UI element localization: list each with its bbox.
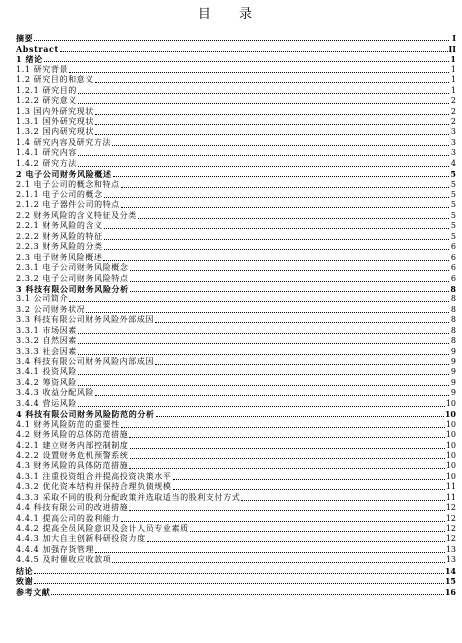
- dot-leader: [129, 468, 445, 469]
- toc-entry-page: 5: [450, 231, 456, 241]
- toc-entry-label: 4.3.2 优化资本结构并保持合理负债规模: [16, 482, 172, 492]
- toc-entry-page: 5: [450, 200, 456, 210]
- toc-entry-label: 3.4.4 营运风险: [16, 398, 77, 408]
- toc-entry-label: 3.4.2 筹资风险: [16, 377, 77, 387]
- toc-entry-label: 结论: [16, 565, 34, 576]
- toc-entry[interactable]: [16, 409, 456, 419]
- dot-leader: [34, 40, 449, 41]
- dot-leader: [60, 51, 448, 52]
- dot-leader: [113, 176, 449, 177]
- dot-leader: [138, 218, 449, 219]
- toc-entry-label: 4.4.1 提高公司的盈利能力: [16, 513, 120, 523]
- toc-entry-page: 14: [444, 565, 456, 576]
- toc-entry[interactable]: [16, 544, 456, 554]
- toc-entry-label: 3 科技有限公司财务风险分析: [16, 283, 129, 294]
- toc-list: [16, 33, 456, 597]
- toc-entry[interactable]: [16, 148, 456, 158]
- toc-entry[interactable]: [16, 33, 456, 43]
- dot-leader: [95, 134, 449, 135]
- dot-leader: [95, 82, 449, 83]
- toc-entry-label: 2.3 电子财务风险概述: [16, 252, 103, 262]
- dot-leader: [78, 103, 449, 104]
- toc-entry-page: 9: [450, 367, 456, 377]
- dot-leader: [78, 155, 449, 156]
- dot-leader: [121, 427, 445, 428]
- toc-entry-label: 2.1 电子公司的概念和特点: [16, 179, 120, 189]
- toc-entry[interactable]: [16, 231, 456, 241]
- toc-entry-page: 6: [450, 252, 456, 262]
- dot-leader: [173, 489, 445, 490]
- toc-entry-page: 5: [450, 179, 456, 189]
- dot-leader: [78, 343, 449, 344]
- toc-entry-label: 4.3.1 注重投资组合并提高投资决策水平: [16, 471, 172, 481]
- dot-leader: [78, 406, 445, 407]
- dot-leader: [130, 458, 445, 459]
- dot-leader: [34, 573, 444, 574]
- toc-entry-label: 4.2.1 建立财务内部控制制度: [16, 440, 129, 450]
- toc-entry-page: 10: [445, 471, 456, 481]
- toc-entry[interactable]: [16, 586, 456, 596]
- toc-entry[interactable]: [16, 430, 456, 440]
- toc-entry-label: 1.4 研究内容及研究方法: [16, 137, 112, 147]
- dot-leader: [104, 249, 449, 250]
- dot-leader: [34, 583, 444, 584]
- toc-entry-page: 1: [450, 85, 456, 95]
- toc-entry-label: 致谢: [16, 576, 34, 587]
- toc-entry-page: 10: [445, 450, 456, 460]
- toc-entry-page: 5: [450, 221, 456, 231]
- toc-entry-page: 13: [445, 555, 456, 565]
- dot-leader: [190, 531, 445, 532]
- toc-entry-page: 16: [444, 586, 456, 597]
- toc-entry[interactable]: [16, 179, 456, 189]
- toc-entry[interactable]: [16, 158, 456, 168]
- toc-entry-label: 1.1 研究背景: [16, 64, 69, 74]
- toc-entry-label: 3.3 科技有限公司财务风险外部成因: [16, 315, 155, 325]
- toc-entry-label: 1.3.2 国内研究现状: [16, 127, 95, 137]
- toc-entry-label: 4.4.5 及时催收应收款项: [16, 555, 112, 565]
- dot-leader: [129, 510, 445, 511]
- toc-entry[interactable]: [16, 440, 456, 450]
- toc-entry[interactable]: [16, 367, 456, 377]
- toc-entry-page: 3: [450, 137, 456, 147]
- dot-leader: [78, 93, 449, 94]
- toc-entry-page: 6: [450, 242, 456, 252]
- toc-entry[interactable]: [16, 377, 456, 387]
- toc-entry-label: 3.4.3 收益分配风险: [16, 388, 95, 398]
- toc-entry-page: 1: [450, 75, 456, 85]
- dot-leader: [112, 562, 445, 563]
- toc-entry-page: 6: [450, 273, 456, 283]
- dot-leader: [121, 521, 445, 522]
- dot-leader: [104, 197, 449, 198]
- toc-entry[interactable]: [16, 451, 456, 461]
- toc-entry-page: 11: [445, 482, 456, 492]
- toc-entry[interactable]: [16, 492, 456, 502]
- dot-leader: [129, 437, 445, 438]
- toc-entry[interactable]: [16, 294, 456, 304]
- dot-leader: [78, 333, 449, 334]
- toc-entry-page: 5: [450, 190, 456, 199]
- toc-entry[interactable]: [16, 273, 456, 283]
- toc-entry[interactable]: [16, 419, 456, 429]
- toc-entry[interactable]: [16, 137, 456, 147]
- toc-entry-label: 3.3.2 自然因素: [16, 336, 77, 346]
- toc-entry[interactable]: [16, 75, 456, 85]
- toc-entry[interactable]: [16, 482, 456, 492]
- toc-entry[interactable]: [16, 346, 456, 356]
- dot-leader: [95, 124, 449, 125]
- toc-entry[interactable]: [16, 513, 456, 523]
- toc-entry-page: 10: [445, 419, 456, 429]
- dot-leader: [130, 281, 450, 282]
- toc-entry-label: 4.1 财务风险防范的重要性: [16, 419, 120, 429]
- toc-entry-label: 1 绪论: [16, 54, 43, 65]
- toc-entry[interactable]: [16, 284, 456, 294]
- toc-entry-page: 8: [450, 336, 456, 346]
- toc-entry-label: 1.2.1 研究目的: [16, 85, 77, 95]
- toc-entry-page: 2: [450, 106, 456, 116]
- toc-entry-page: 8: [450, 283, 456, 294]
- toc-entry-page: 9: [450, 346, 456, 356]
- toc-entry-label: 3.3.3 社会因素: [16, 346, 77, 356]
- toc-entry-page: 5: [450, 210, 456, 220]
- toc-entry-page: 10: [445, 461, 456, 471]
- toc-entry-label: 4.2.2 设置财务危机预警系统: [16, 450, 129, 460]
- toc-entry[interactable]: [16, 64, 456, 74]
- toc-entry-page: 11: [445, 492, 456, 502]
- toc-entry-label: 3.4.1 投资风险: [16, 367, 77, 377]
- toc-entry-label: 3.4 科技有限公司财务风险内部成因: [16, 357, 155, 366]
- toc-entry-label: 1.3.1 国外研究现状: [16, 116, 95, 126]
- dot-leader: [104, 239, 449, 240]
- toc-entry[interactable]: [16, 534, 456, 544]
- dot-leader: [86, 312, 449, 313]
- toc-entry[interactable]: [16, 357, 456, 367]
- dot-leader: [155, 364, 449, 365]
- toc-entry[interactable]: [16, 43, 456, 53]
- toc-entry-label: 4.3 财务风险的具体防范措施: [16, 461, 129, 471]
- dot-leader: [69, 301, 449, 302]
- toc-entry-label: 4 科技有限公司财务风险防范的分析: [16, 409, 155, 420]
- dot-leader: [78, 354, 449, 355]
- toc-entry-page: 3: [450, 148, 456, 158]
- toc-entry-page: 10: [445, 430, 456, 440]
- dot-leader: [78, 166, 449, 167]
- toc-entry-page: 9: [450, 377, 456, 387]
- dot-leader: [104, 228, 449, 229]
- toc-entry[interactable]: [16, 117, 456, 127]
- dot-leader: [130, 291, 449, 292]
- dot-leader: [112, 145, 449, 146]
- page-title: 目 录: [197, 7, 265, 22]
- toc-entry-page: 3: [450, 127, 456, 137]
- toc-entry-page: 12: [445, 513, 456, 523]
- toc-entry-label: 3.1 公司简介: [16, 294, 69, 304]
- toc-entry[interactable]: [16, 169, 456, 179]
- toc-entry[interactable]: [16, 96, 456, 106]
- toc-entry-label: 2.1.2 电子器件公司的特点: [16, 200, 120, 210]
- toc-entry-label: 2.2.2 财务风险的特征: [16, 231, 103, 241]
- dot-leader: [130, 448, 445, 449]
- toc-entry-label: 4.4 科技有限公司的改进措施: [16, 503, 129, 513]
- dot-leader: [95, 552, 445, 553]
- toc-entry[interactable]: [16, 210, 456, 220]
- toc-entry[interactable]: [16, 336, 456, 346]
- toc-entry-page: 9: [450, 357, 456, 366]
- toc-entry-page: 10: [444, 409, 456, 420]
- toc-entry[interactable]: [16, 54, 456, 64]
- dot-leader: [95, 395, 449, 396]
- dot-leader: [121, 187, 449, 188]
- toc-entry-page: 1: [450, 54, 456, 65]
- dot-leader: [155, 322, 449, 323]
- toc-entry-page: 13: [445, 544, 456, 554]
- toc-entry[interactable]: [16, 242, 456, 252]
- toc-entry-page: 12: [445, 503, 456, 513]
- dot-leader: [121, 207, 449, 208]
- toc-entry[interactable]: [16, 398, 456, 408]
- dot-leader: [69, 72, 449, 73]
- dot-leader: [78, 385, 449, 386]
- toc-entry-label: Abstract: [16, 43, 59, 54]
- toc-entry-page: I: [452, 33, 456, 44]
- toc-entry[interactable]: [16, 85, 456, 95]
- toc-entry[interactable]: [16, 461, 456, 471]
- dot-leader: [95, 114, 449, 115]
- toc-entry-label: 3.2 公司财务状况: [16, 304, 86, 314]
- dot-leader: [78, 374, 449, 375]
- dot-leader: [44, 61, 449, 62]
- toc-entry-page: 8: [450, 294, 456, 304]
- toc-entry-label: 1.2.2 研究意义: [16, 96, 77, 106]
- toc-entry-label: 4.3.3 采取不同的股利分配政策并选取适当的股利支付方式: [16, 492, 241, 502]
- toc-entry-page: 10: [445, 440, 456, 450]
- toc-entry-label: 4.4.2 提高全员风险意识及会计人员专业素质: [16, 524, 189, 533]
- toc-entry-page: 4: [450, 158, 456, 168]
- toc-entry[interactable]: [16, 263, 456, 273]
- toc-entry[interactable]: [16, 221, 456, 231]
- toc-entry-label: 1.4.2 研究方法: [16, 158, 77, 168]
- toc-entry-page: 6: [450, 263, 456, 273]
- toc-entry-page: 2: [450, 96, 456, 106]
- toc-entry-page: 8: [450, 304, 456, 314]
- toc-entry[interactable]: [16, 524, 456, 534]
- toc-entry-label: 4.2 财务风险的总体防范措施: [16, 430, 129, 440]
- toc-entry-label: 4.4.4 加强存货管理: [16, 544, 95, 554]
- toc-entry-page: 9: [450, 388, 456, 398]
- toc-entry-label: 1.4.1 研究内容: [16, 148, 77, 158]
- toc-entry-page: 12: [445, 534, 456, 544]
- dot-leader: [147, 541, 445, 542]
- toc-entry[interactable]: [16, 127, 456, 137]
- toc-entry-label: 2.2.3 财务风险的分类: [16, 242, 103, 252]
- toc-entry[interactable]: [16, 106, 456, 116]
- toc-entry-label: 3.3.1 市场因素: [16, 325, 77, 335]
- dot-leader: [130, 270, 450, 271]
- toc-entry-label: 4.4.3 加大自主创新科研投资力度: [16, 534, 146, 544]
- toc-entry-page: 8: [450, 315, 456, 325]
- toc-entry-page: 15: [444, 576, 456, 587]
- toc-entry-label: 2.3.2 电子公司财务风险特点: [16, 273, 129, 283]
- toc-entry-label: 参考文献: [16, 586, 51, 597]
- toc-entry-label: 摘要: [16, 33, 34, 44]
- dot-leader: [241, 500, 445, 501]
- toc-entry-label: 2 电子公司财务风险概述: [16, 169, 112, 180]
- toc-entry[interactable]: [16, 315, 456, 325]
- toc-entry-page: II: [448, 43, 456, 54]
- toc-entry[interactable]: [16, 200, 456, 210]
- toc-entry[interactable]: [16, 503, 456, 513]
- toc-entry[interactable]: [16, 565, 456, 575]
- toc-entry[interactable]: [16, 325, 456, 335]
- toc-entry-page: 5: [450, 169, 456, 180]
- toc-entry-label: 1.2 研究目的和意义: [16, 75, 94, 85]
- toc-entry-page: 12: [445, 524, 456, 533]
- dot-leader: [51, 594, 443, 595]
- toc-entry-label: 2.2 财务风险的含义特征及分类: [16, 210, 137, 220]
- dot-leader: [103, 260, 449, 261]
- toc-entry[interactable]: [16, 304, 456, 314]
- toc-entry-page: 10: [445, 398, 456, 408]
- toc-entry-label: 2.3.1 电子公司财务风险概念: [16, 263, 129, 273]
- dot-leader: [156, 416, 444, 417]
- toc-entry-page: 1: [450, 64, 456, 74]
- dot-leader: [173, 479, 445, 480]
- toc-entry[interactable]: [16, 576, 456, 586]
- toc-entry[interactable]: [16, 190, 456, 200]
- toc-entry-label: 1.3 国内外研究现状: [16, 106, 94, 116]
- toc-entry-page: 8: [450, 325, 456, 335]
- toc-entry[interactable]: [16, 471, 456, 481]
- toc-entry[interactable]: [16, 388, 456, 398]
- toc-entry-label: 2.2.1 财务风险的含义: [16, 221, 103, 231]
- toc-entry[interactable]: [16, 555, 456, 565]
- toc-entry-label: 2.1.1 电子公司的概念: [16, 190, 103, 199]
- toc-entry-page: 2: [450, 116, 456, 126]
- toc-entry[interactable]: [16, 252, 456, 262]
